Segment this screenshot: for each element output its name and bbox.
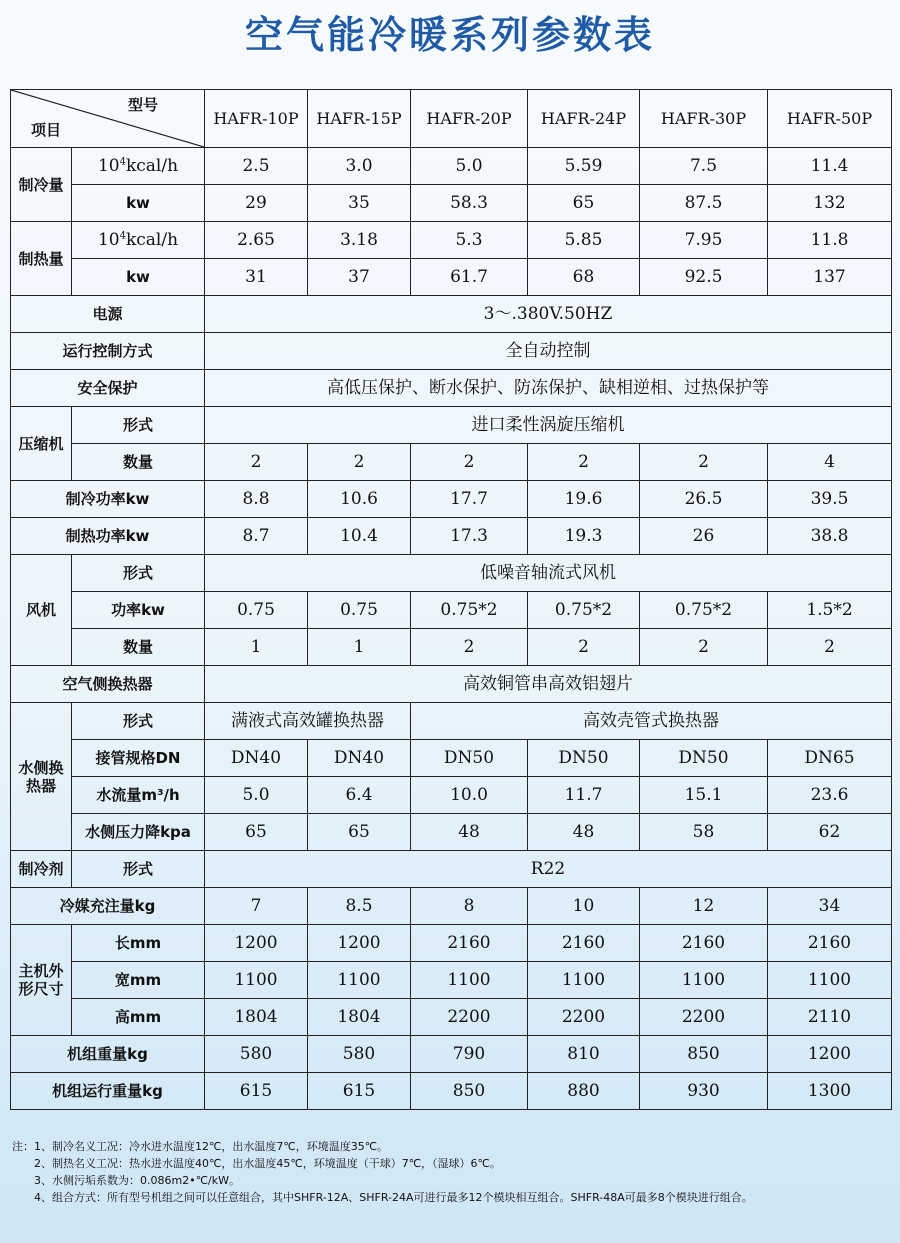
table-cell: 7 (205, 888, 308, 925)
cooling-kw-row (11, 185, 892, 222)
dim-width-row (11, 962, 892, 999)
table-cell: 1100 (411, 962, 528, 999)
table-cell: 7.5 (640, 148, 768, 185)
water-hx-label: 水侧换 热器 (11, 703, 72, 851)
table-cell: 65 (528, 185, 640, 222)
water-hx-pipe-row (11, 740, 892, 777)
op-weight-label: 机组运行重量kg (11, 1073, 205, 1110)
water-hx-pipe-label: 接管规格DN (72, 740, 205, 777)
table-cell: 62 (768, 814, 892, 851)
note-line: 4、组合方式：所有型号机组之间可以任意组合，其中SHFR-12A、SHFR-24A可进行最多12个模块相互组合。SHFR-48A可最多8个模块进行组合。 (12, 1191, 753, 1204)
dim-height-row (11, 999, 892, 1036)
fan-form-label: 形式 (72, 555, 205, 592)
table-cell: 1200 (205, 925, 308, 962)
safety-label: 安全保护 (11, 370, 205, 407)
cooling-kcal-unit: $10^4kcal/h$ (72, 148, 205, 185)
table-cell: 10.6 (308, 481, 411, 518)
table-cell: 26 (640, 518, 768, 555)
spec-table (10, 89, 892, 1110)
table-cell: 68 (528, 259, 640, 296)
compressor-qty-row (11, 444, 892, 481)
table-cell: 5.0 (411, 148, 528, 185)
table-cell: 0.75 (308, 592, 411, 629)
model-header: HAFR-20P (411, 90, 528, 148)
table-cell: 0.75*2 (528, 592, 640, 629)
air-hx-row (11, 666, 892, 703)
table-cell: 1.5*2 (768, 592, 892, 629)
table-cell: 87.5 (640, 185, 768, 222)
fan-form-row (11, 555, 892, 592)
table-cell: 8 (411, 888, 528, 925)
air-hx-value: 高效铜管串高效铝翅片 (205, 666, 892, 703)
heating-label: 制热量 (11, 222, 72, 296)
table-cell: DN65 (768, 740, 892, 777)
weight-row (11, 1036, 892, 1073)
table-cell: 850 (411, 1073, 528, 1110)
dimensions-label: 主机外 形尺寸 (11, 925, 72, 1036)
note-line: 3、水侧污垢系数为：0.086m2•℃/kW。 (12, 1174, 240, 1187)
water-hx-form-label: 形式 (72, 703, 205, 740)
power-label: 电源 (11, 296, 205, 333)
table-cell: 48 (411, 814, 528, 851)
table-cell: 11.4 (768, 148, 892, 185)
table-cell: 0.75*2 (411, 592, 528, 629)
cool-power-label: 制冷功率kw (11, 481, 205, 518)
water-hx-form-row (11, 703, 892, 740)
model-header: HAFR-30P (640, 90, 768, 148)
table-cell: 850 (640, 1036, 768, 1073)
table-cell: 2 (308, 444, 411, 481)
table-cell: 26.5 (640, 481, 768, 518)
table-cell: 1 (308, 629, 411, 666)
charge-row (11, 888, 892, 925)
table-cell: 580 (205, 1036, 308, 1073)
table-cell: 61.7 (411, 259, 528, 296)
table-cell: 10.0 (411, 777, 528, 814)
table-cell: 1100 (640, 962, 768, 999)
table-cell: 4 (768, 444, 892, 481)
weight-label: 机组重量kg (11, 1036, 205, 1073)
table-cell: 17.7 (411, 481, 528, 518)
table-cell: 58 (640, 814, 768, 851)
table-cell: 2 (528, 444, 640, 481)
table-cell: 2 (640, 444, 768, 481)
table-cell: 2200 (640, 999, 768, 1036)
table-cell: 39.5 (768, 481, 892, 518)
refrigerant-value: R22 (205, 851, 892, 888)
table-cell: 2 (411, 444, 528, 481)
cooling-kcal-row (11, 148, 892, 185)
table-cell: 15.1 (640, 777, 768, 814)
control-row (11, 333, 892, 370)
table-cell: 880 (528, 1073, 640, 1110)
table-cell: 1804 (205, 999, 308, 1036)
table-cell: 31 (205, 259, 308, 296)
fan-form-value: 低噪音轴流式风机 (205, 555, 892, 592)
table-cell: 2160 (640, 925, 768, 962)
table-cell: 92.5 (640, 259, 768, 296)
compressor-form-label: 形式 (72, 407, 205, 444)
table-cell: 7.95 (640, 222, 768, 259)
table-cell: 1100 (528, 962, 640, 999)
table-cell: 19.6 (528, 481, 640, 518)
model-label: 型号 (127, 96, 158, 114)
table-cell: 615 (205, 1073, 308, 1110)
power-row (11, 296, 892, 333)
table-cell: 6.4 (308, 777, 411, 814)
table-cell: DN40 (308, 740, 411, 777)
heating-kcal-row (11, 222, 892, 259)
table-cell: 58.3 (411, 185, 528, 222)
table-cell: 5.3 (411, 222, 528, 259)
table-cell: 3.18 (308, 222, 411, 259)
table-cell: 19.3 (528, 518, 640, 555)
fan-qty-label: 数量 (72, 629, 205, 666)
air-hx-label: 空气侧换热器 (11, 666, 205, 703)
fan-label: 风机 (11, 555, 72, 666)
table-cell: 930 (640, 1073, 768, 1110)
compressor-form-row (11, 407, 892, 444)
table-cell: 2.5 (205, 148, 308, 185)
table-cell: 1100 (768, 962, 892, 999)
water-hx-form-value-b: 高效壳管式换热器 (411, 703, 892, 740)
table-cell: 0.75 (205, 592, 308, 629)
fan-power-label: 功率kw (72, 592, 205, 629)
table-cell: 1804 (308, 999, 411, 1036)
heating-kw-unit: kw (72, 259, 205, 296)
table-cell: DN40 (205, 740, 308, 777)
table-cell: 34 (768, 888, 892, 925)
table-cell: 1300 (768, 1073, 892, 1110)
table-cell: 29 (205, 185, 308, 222)
dim-length-label: 长mm (72, 925, 205, 962)
table-cell: 2160 (768, 925, 892, 962)
dim-width-label: 宽mm (72, 962, 205, 999)
water-hx-form-value-a: 满液式高效罐换热器 (205, 703, 411, 740)
cooling-label: 制冷量 (11, 148, 72, 222)
table-cell: 132 (768, 185, 892, 222)
charge-label: 冷媒充注量kg (11, 888, 205, 925)
heat-power-label: 制热功率kw (11, 518, 205, 555)
table-cell: 65 (308, 814, 411, 851)
table-cell: 2160 (528, 925, 640, 962)
table-cell: 1200 (308, 925, 411, 962)
table-cell: DN50 (528, 740, 640, 777)
table-cell: 2 (411, 629, 528, 666)
table-cell: 37 (308, 259, 411, 296)
table-cell: 810 (528, 1036, 640, 1073)
table-cell: 48 (528, 814, 640, 851)
table-cell: 38.8 (768, 518, 892, 555)
table-cell: 10 (528, 888, 640, 925)
table-cell: 2200 (411, 999, 528, 1036)
table-cell: DN50 (411, 740, 528, 777)
dim-height-label: 高mm (72, 999, 205, 1036)
table-cell: 137 (768, 259, 892, 296)
table-cell: 1 (205, 629, 308, 666)
table-cell: 2110 (768, 999, 892, 1036)
safety-value: 高低压保护、断水保护、防冻保护、缺相逆相、过热保护等 (205, 370, 892, 407)
model-header: HAFR-10P (205, 90, 308, 148)
table-cell: 2160 (411, 925, 528, 962)
table-cell: 790 (411, 1036, 528, 1073)
safety-row (11, 370, 892, 407)
table-cell: 5.0 (205, 777, 308, 814)
heating-kcal-unit: $10^4kcal/h$ (72, 222, 205, 259)
table-cell: 10.4 (308, 518, 411, 555)
notes (12, 1138, 892, 1206)
table-cell: 5.59 (528, 148, 640, 185)
table-cell: 2 (205, 444, 308, 481)
water-hx-drop-row (11, 814, 892, 851)
cooling-kw-unit: kw (72, 185, 205, 222)
table-cell: 8.5 (308, 888, 411, 925)
water-hx-drop-label: 水侧压力降kpa (72, 814, 205, 851)
note-line: 注：1、制冷名义工况：冷水进水温度12℃，出水温度7℃，环境温度35℃。 (12, 1140, 389, 1153)
table-cell: 65 (205, 814, 308, 851)
table-cell: 1100 (205, 962, 308, 999)
compressor-qty-label: 数量 (72, 444, 205, 481)
refrigerant-form-label: 形式 (72, 851, 205, 888)
table-cell: 12 (640, 888, 768, 925)
table-cell: 5.85 (528, 222, 640, 259)
refrigerant-row (11, 851, 892, 888)
corner-cell (11, 90, 205, 148)
table-cell: 2 (640, 629, 768, 666)
table-cell: 2.65 (205, 222, 308, 259)
control-label: 运行控制方式 (11, 333, 205, 370)
dim-length-row (11, 925, 892, 962)
water-hx-flow-row (11, 777, 892, 814)
compressor-label: 压缩机 (11, 407, 72, 481)
heating-kw-row (11, 259, 892, 296)
cool-power-row (11, 481, 892, 518)
table-cell: 11.7 (528, 777, 640, 814)
table-cell: 0.75*2 (640, 592, 768, 629)
power-value: 3～.380V.50HZ (205, 296, 892, 333)
item-label: 项目 (31, 121, 62, 139)
table-cell: 35 (308, 185, 411, 222)
table-cell: 2 (768, 629, 892, 666)
page-title: 空气能冷暖系列参数表 (244, 13, 655, 57)
table-cell: 1100 (308, 962, 411, 999)
table-cell: 11.8 (768, 222, 892, 259)
table-cell: 8.7 (205, 518, 308, 555)
model-header: HAFR-15P (308, 90, 411, 148)
model-header: HAFR-24P (528, 90, 640, 148)
table-cell: 23.6 (768, 777, 892, 814)
control-value: 全自动控制 (205, 333, 892, 370)
table-cell: 2 (528, 629, 640, 666)
model-header: HAFR-50P (768, 90, 892, 148)
table-cell: 3.0 (308, 148, 411, 185)
header-row (11, 90, 892, 148)
fan-qty-row (11, 629, 892, 666)
table-cell: 2200 (528, 999, 640, 1036)
table-cell: 8.8 (205, 481, 308, 518)
table-cell: 17.3 (411, 518, 528, 555)
table-cell: 580 (308, 1036, 411, 1073)
table-cell: 1200 (768, 1036, 892, 1073)
note-line: 2、制热名义工况：热水进水温度40℃，出水温度45℃，环境温度（干球）7℃，（湿球）6℃。 (12, 1157, 501, 1170)
refrigerant-label: 制冷剂 (11, 851, 72, 888)
table-cell: DN50 (640, 740, 768, 777)
heat-power-row (11, 518, 892, 555)
water-hx-flow-label: 水流量m³/h (72, 777, 205, 814)
fan-power-row (11, 592, 892, 629)
table-cell: 615 (308, 1073, 411, 1110)
op-weight-row (11, 1073, 892, 1110)
compressor-form-value: 进口柔性涡旋压缩机 (205, 407, 892, 444)
